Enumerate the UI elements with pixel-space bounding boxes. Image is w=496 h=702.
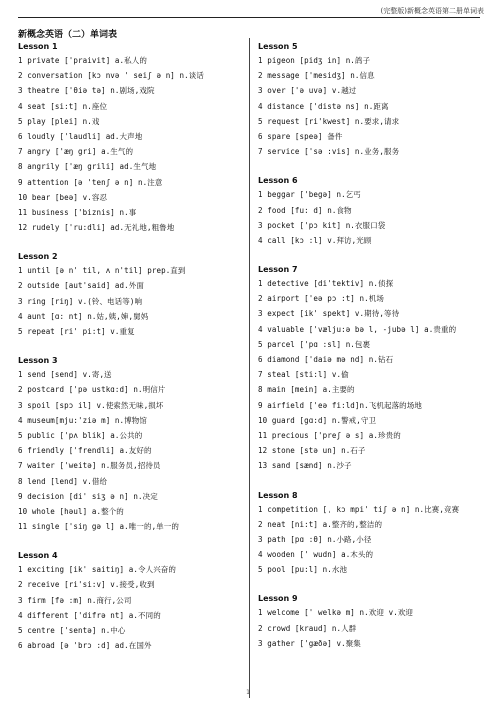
vocab-entry: 2 neat [ni:t] a.整齐的,整洁的: [258, 519, 383, 529]
vocab-entry: 5 parcel ['pɑ :sl] n.包裹: [258, 339, 371, 349]
page-number: 1: [246, 689, 250, 696]
vocab-entry: 1 beggar ['begə] n.乞丐: [258, 190, 361, 200]
vocab-entry: 8 main [mein] a.主要的: [258, 385, 355, 395]
vocab-entry: 5 repeat [ri' pi:t] v.重复: [18, 327, 135, 336]
vocab-entry: 2 food [fu: d] n.食物: [258, 205, 352, 215]
vocab-entry: 4 different ['difrə nt] a.不同的: [18, 610, 161, 620]
vocab-entry: 8 lend [lend] v.借给: [18, 476, 108, 486]
lesson-title: Lesson 3: [18, 356, 58, 366]
vocab-entry: 7 waiter ['weitə] n.服务员,招待员: [18, 461, 161, 471]
vocab-entry: 1 send [send] v.寄,送: [18, 370, 112, 380]
lesson-block: [18, 250, 242, 339]
vocab-entry: 13 sand [sænd] n.沙子: [258, 461, 352, 471]
vocab-entry: 3 ring [riŋ] v.(铃、电话等)响: [18, 296, 143, 306]
left-column: [18, 40, 242, 668]
vocab-entry: 7 service ['sə :vis] n.业务,服务: [258, 147, 400, 157]
lesson-block: [258, 174, 482, 248]
lesson-block: [258, 263, 482, 473]
vocab-entry: 3 expect [ik' spekt] v.期待,等待: [258, 309, 400, 319]
vocab-entry: 1 welcome [' welkə m] n.欢迎 v.欢迎: [258, 608, 414, 618]
vocab-entry: 7 steal [sti:l] v.偷: [258, 370, 349, 380]
vocab-entry: 4 valuable ['vælju:ə bə l, -jubə l] a.贵重的: [258, 324, 457, 334]
vocab-entry: 3 firm [fə :m] n.商行,公司: [18, 595, 132, 605]
header-rule: [18, 17, 480, 18]
vocab-entry: 1 pigeon [pidʒ in] n.鸽子: [258, 56, 371, 65]
lesson-block: [258, 592, 482, 651]
vocab-entry: 11 business ['biznis] n.事: [18, 207, 137, 217]
vocab-entry: 12 rudely ['ru:dli] ad.无礼地,粗鲁地: [18, 223, 175, 233]
vocab-entry: 6 spare [speə] 备件: [258, 131, 343, 141]
vocab-entry: 5 public ['pʌ blik] a.公共的: [18, 430, 143, 440]
vocab-entry: 1 until [ə n' til, ʌ n'til] prep.直到: [18, 266, 186, 276]
vocab-entry: 10 whole [həul] a.整个的: [18, 506, 124, 516]
vocab-entry: 5 pool [pu:l] n.水池: [258, 565, 348, 575]
lesson-block: [18, 40, 242, 235]
vocab-entry: 6 diamond ['daiə mə nd] n.钻石: [258, 355, 394, 364]
lesson-title: Lesson 1: [18, 42, 58, 51]
vocab-entry: 1 exciting [ik' saitiŋ] a.令人兴奋的: [18, 565, 176, 575]
vocab-entry: 2 postcard ['pə ustkɑ:d] n.明信片: [18, 385, 166, 395]
lesson-block: [18, 549, 242, 653]
vocab-entry: 1 competition [ˌ kɔ mpi' tiʃ ə n] n.比赛,竞赛: [258, 504, 460, 514]
vocab-entry: 4 museum[mju:'ziə m] n.博物馆: [18, 415, 147, 425]
vocab-entry: 4 call [kɔ :l] v.拜访,光顾: [258, 235, 372, 245]
vocab-entry: 2 conversation [kɔ nvə ' seiʃ ə n] n.谈话: [18, 71, 204, 81]
vocab-entry: 1 detective [di'tektiv] n.侦探: [258, 279, 394, 289]
vocab-entry: 9 decision [di' siʒ ə n] n.决定: [18, 491, 158, 501]
vocab-entry: 3 gather ['gæðə] v.聚集: [258, 638, 361, 648]
lesson-title: Lesson 5: [258, 42, 298, 51]
vocab-entry: 5 play [plei] n.戏: [18, 116, 100, 126]
vocab-entry: 2 crowd [kraud] n.人群: [258, 623, 357, 633]
vocab-entry: 2 message ['mesidʒ] n.信息: [258, 71, 375, 81]
vocab-entry: 5 request [ri'kwest] n.要求,请求: [258, 116, 400, 126]
vocab-entry: 6 abroad [ə 'brɔ :d] ad.在国外: [18, 641, 152, 651]
running-header: (完整版)新概念英语第二册单词表: [380, 7, 484, 15]
lesson-block: [258, 489, 482, 578]
lesson-title: Lesson 9: [258, 594, 298, 604]
column-divider: [249, 38, 250, 698]
vocab-entry: 6 loudly ['laudli] ad.大声地: [18, 131, 143, 141]
lesson-block: [18, 354, 242, 534]
vocab-entry: 2 airport ['eə pɔ :t] n.机场: [258, 294, 384, 304]
vocab-entry: 9 attention [ə 'tenʃ ə n] n.注意: [18, 177, 163, 187]
vocab-entry: 4 wooden [' wudn] a.木头的: [258, 550, 374, 560]
vocab-entry: 3 over ['ə uvə] v.越过: [258, 86, 357, 96]
lesson-title: Lesson 4: [18, 551, 58, 561]
vocab-entry: 3 spoil [spɔ il] v.使索然无味,损坏: [18, 400, 164, 410]
vocab-entry: 11 single ['siŋ gə l] a.唯一的,单一的: [18, 522, 179, 532]
vocab-entry: 11 precious ['preʃ ə s] a.珍贵的: [258, 430, 401, 440]
document-title: 新概念英语（二）单词表: [18, 30, 118, 40]
vocab-entry: 5 centre ['sentə] n.中心: [18, 626, 126, 635]
vocab-entry: 2 outside [aut'said] ad.外面: [18, 281, 144, 291]
vocab-entry: 1 private ['praivit] a.私人的: [18, 56, 147, 65]
vocab-entry: 10 bear [beə] v.容忍: [18, 192, 108, 202]
vocab-entry: 4 aunt [ɑ: nt] n.姑,姨,婶,舅妈: [18, 311, 149, 321]
vocab-entry: 2 receive [ri'si:v] v.接受,收到: [18, 580, 155, 590]
vocab-entry: 3 pocket ['pɔ kit] n.衣服口袋: [258, 220, 386, 230]
vocab-entry: 10 guard [gɑ:d] n.警戒,守卫: [258, 415, 377, 425]
vocab-entry: 4 distance ['distə ns] n.距离: [258, 101, 389, 111]
lesson-title: Lesson 7: [258, 265, 298, 275]
vocab-entry: 12 stone [stə un] n.石子: [258, 446, 366, 456]
vocab-entry: 7 angry ['æŋ gri] a.生气的: [18, 147, 134, 157]
lesson-block: [258, 40, 482, 159]
vocab-entry: 3 theatre ['θiə tə] n.剧场,戏院: [18, 86, 155, 96]
vocab-entry: 8 angrily ['æŋ grili] ad.生气地: [18, 162, 157, 172]
lesson-title: Lesson 2: [18, 252, 58, 262]
right-column: [258, 40, 482, 666]
vocab-entry: 6 friendly ['frendli] a.友好的: [18, 446, 152, 456]
lesson-title: Lesson 6: [258, 176, 298, 186]
vocab-entry: 3 path [pɑ :θ] n.小路,小径: [258, 534, 372, 544]
lesson-title: Lesson 8: [258, 490, 298, 500]
vocab-entry: 9 airfield ['eə fi:ld]n.飞机起落的场地: [258, 400, 422, 410]
vocab-entry: 4 seat [si:t] n.座位: [18, 101, 108, 111]
